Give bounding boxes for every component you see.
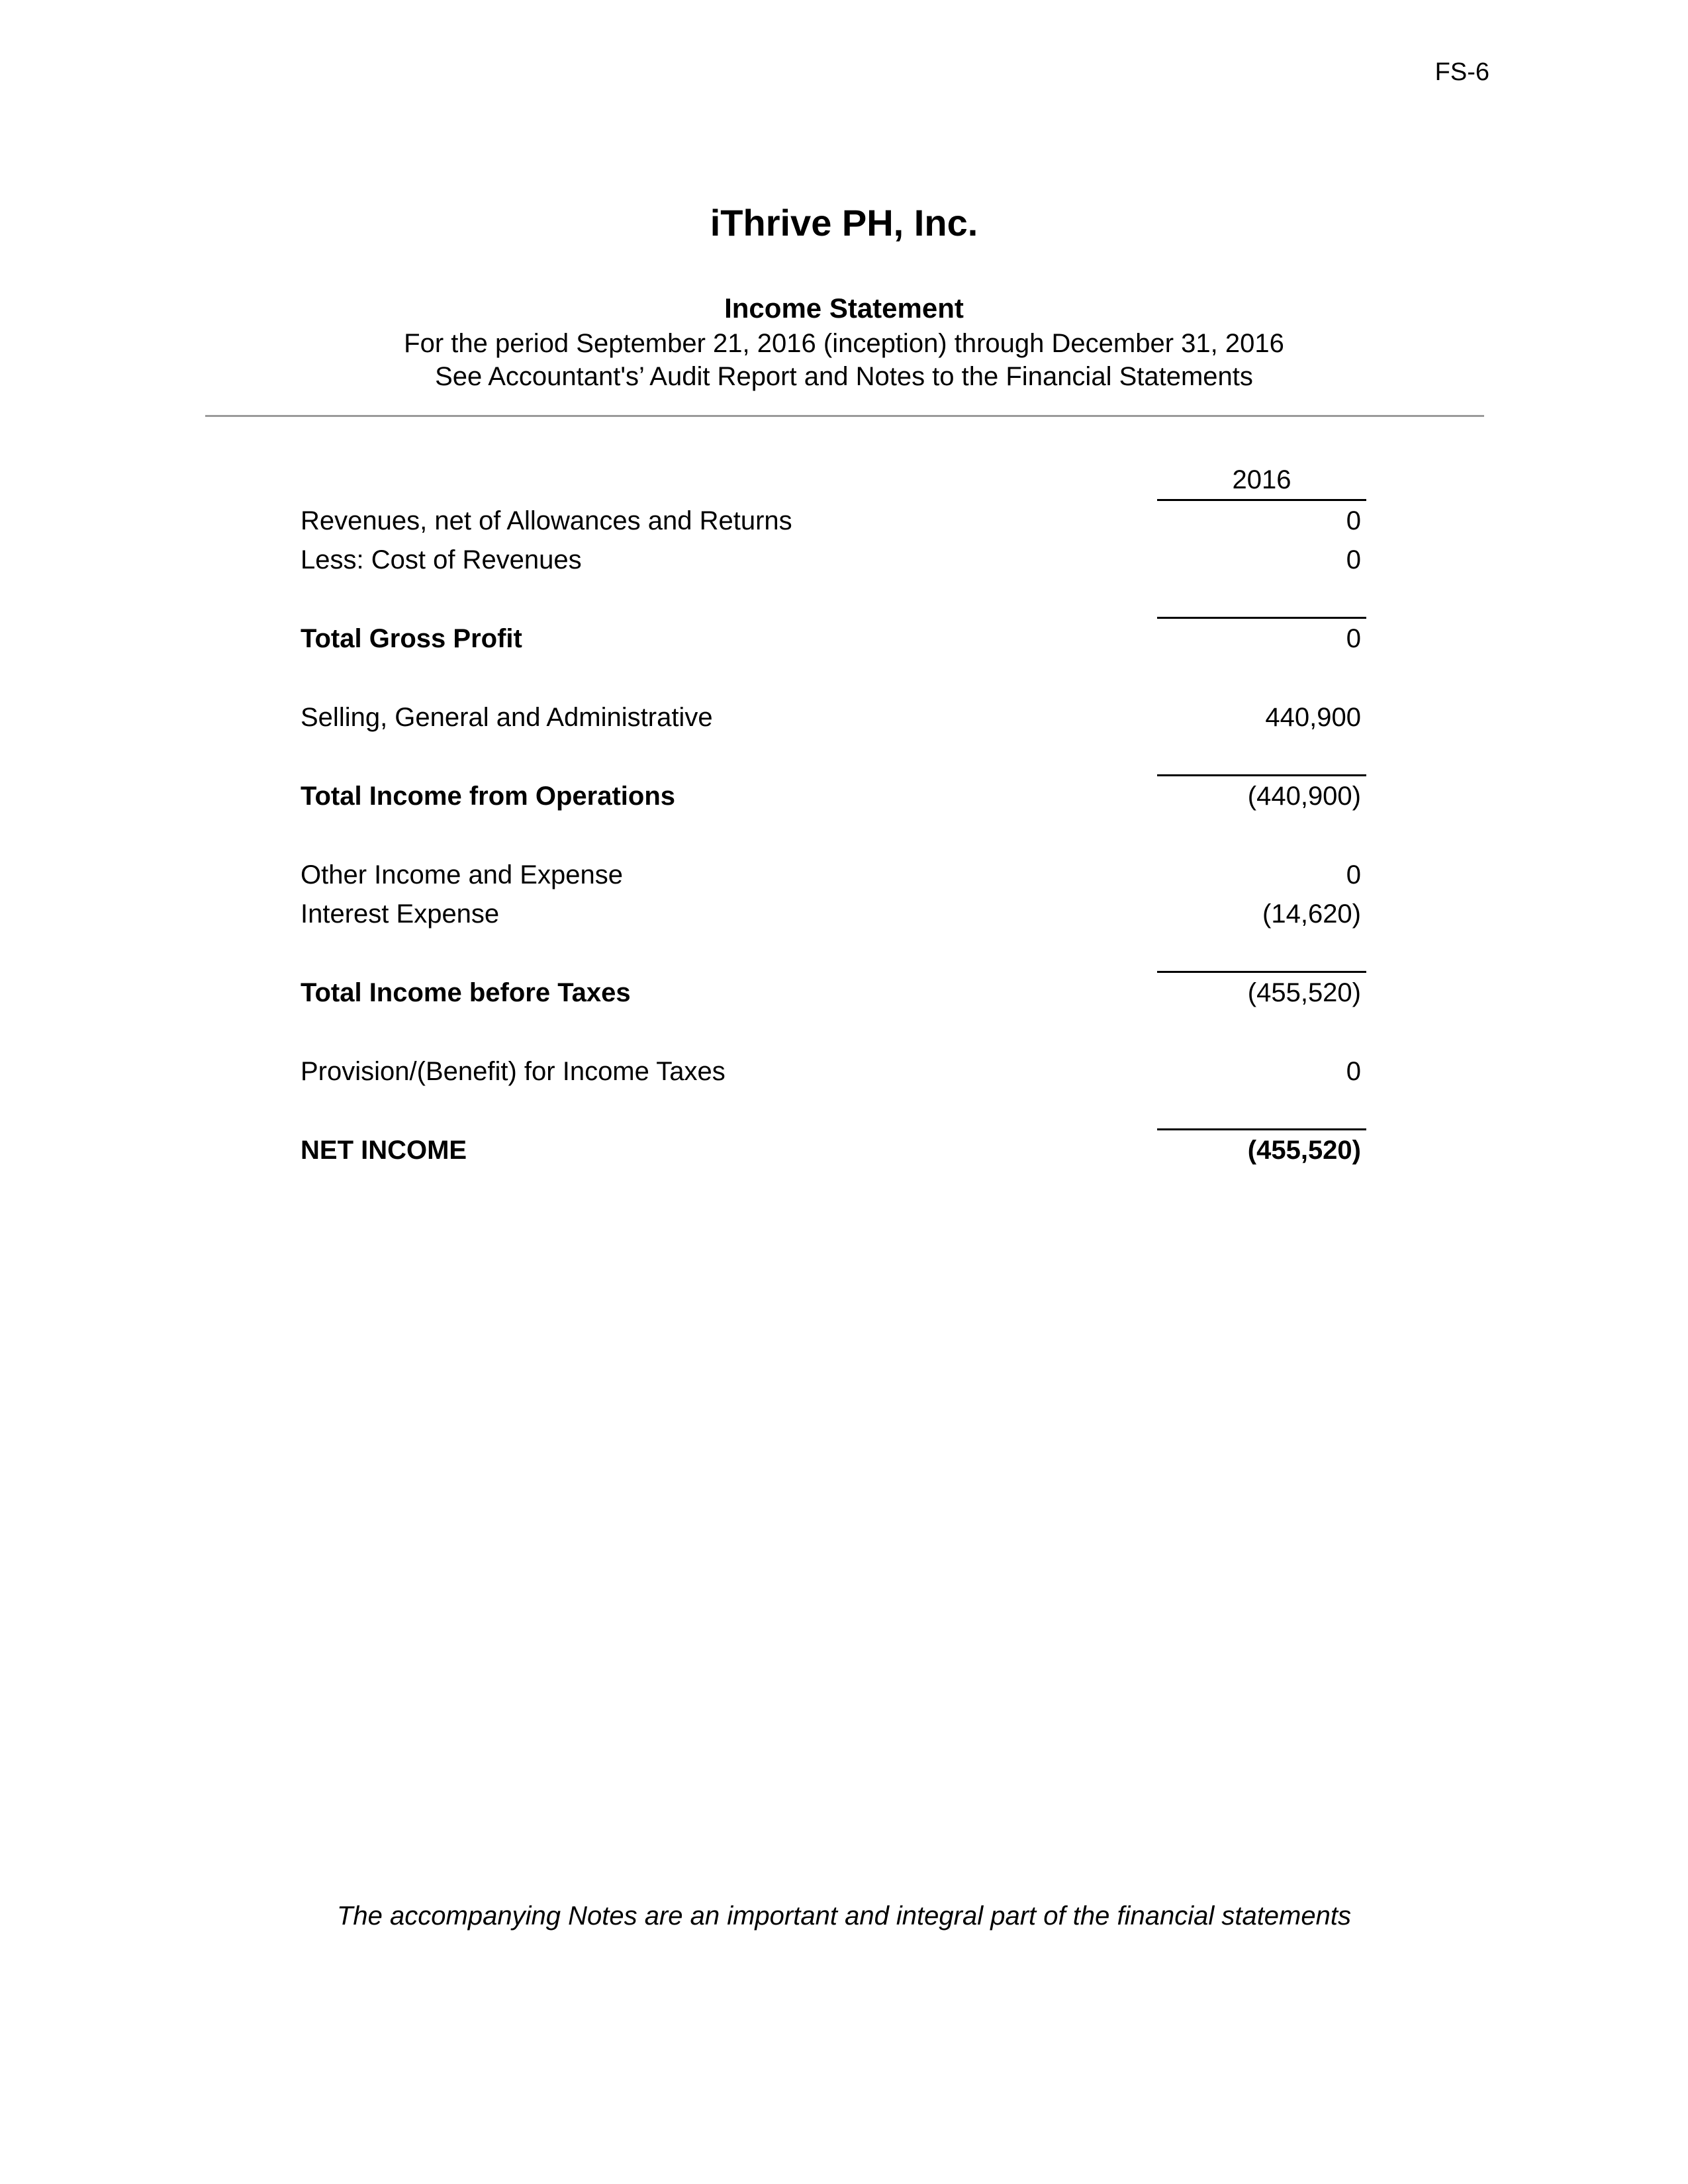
- total-rule: [1157, 1128, 1366, 1130]
- row-label-interest-expense: Interest Expense: [301, 899, 500, 929]
- subtotal-rule: [1157, 971, 1366, 973]
- row-label-total-income-before-taxes: Total Income before Taxes: [301, 978, 631, 1007]
- row-label-total-income-operations: Total Income from Operations: [301, 782, 675, 811]
- row-value-sga: 440,900: [1265, 703, 1361, 732]
- row-value-total-gross-profit: 0: [1346, 624, 1361, 653]
- page-number: FS-6: [1434, 58, 1489, 86]
- row-value-total-income-before-taxes: (455,520): [1247, 978, 1361, 1007]
- footer-note: The accompanying Notes are an important and integral part of the financial statements: [337, 1901, 1351, 1931]
- row-value-net-income: (455,520): [1247, 1136, 1361, 1165]
- row-value-interest-expense: (14,620): [1262, 899, 1361, 929]
- header-divider: [205, 415, 1484, 417]
- company-name: iThrive PH, Inc.: [710, 202, 978, 244]
- row-label-income-tax-provision: Provision/(Benefit) for Income Taxes: [301, 1057, 726, 1086]
- statement-period: For the period September 21, 2016 (inception) through December 31, 2016: [404, 329, 1284, 358]
- row-value-income-tax-provision: 0: [1346, 1057, 1361, 1086]
- row-value-other-income-expense: 0: [1346, 860, 1361, 889]
- row-label-net-income: NET INCOME: [301, 1136, 467, 1165]
- subtotal-rule: [1157, 617, 1366, 619]
- row-label-sga: Selling, General and Administrative: [301, 703, 713, 732]
- statement-reference: See Accountant's’ Audit Report and Notes to the Financial Statements: [435, 362, 1253, 391]
- row-value-cost-of-revenues: 0: [1346, 545, 1361, 574]
- statement-title: Income Statement: [724, 293, 964, 324]
- row-value-revenues: 0: [1346, 506, 1361, 535]
- column-header-underline: [1157, 499, 1366, 501]
- column-header-year: 2016: [1232, 465, 1291, 494]
- subtotal-rule: [1157, 774, 1366, 776]
- row-label-total-gross-profit: Total Gross Profit: [301, 624, 522, 653]
- row-label-cost-of-revenues: Less: Cost of Revenues: [301, 545, 582, 574]
- row-label-other-income-expense: Other Income and Expense: [301, 860, 623, 889]
- row-label-revenues: Revenues, net of Allowances and Returns: [301, 506, 792, 535]
- row-value-total-income-operations: (440,900): [1247, 782, 1361, 811]
